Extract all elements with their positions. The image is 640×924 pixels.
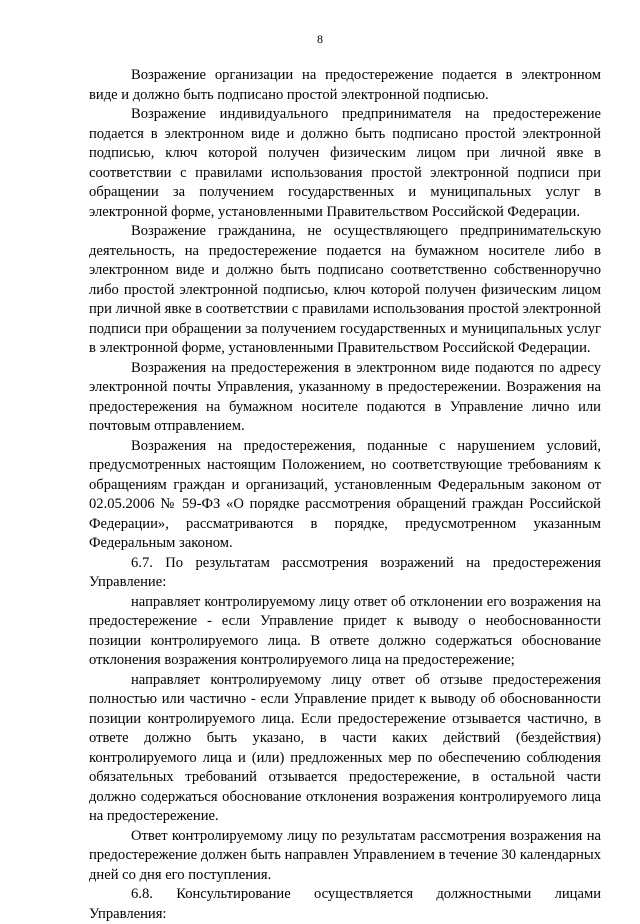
- paragraph-organization-objection: Возражение организации на предостережение подается в электронном виде и должно быть подписано простой электронной подписью.: [89, 67, 601, 103]
- paragraph-section-6-8: 6.8. Консультирование осуществляется должностными лицами Управления:: [89, 886, 601, 922]
- paragraph-entrepreneur-objection: Возражение индивидуального предпринимателя на предостережение подается в электронном виде и должно быть подписано простой электронной подписью, ключ которой получен физическим лицом при личной явке в соответствии с правилами использования простой электронной подписи при обращении за получением государственных и муниципальных услуг в электронной форме, установленными Правительством Российской Федерации.: [89, 106, 601, 220]
- paragraph-rejection-response: направляет контролируемому лицу ответ об отклонении его возражения на предостережение - если Управление придет к выводу о необоснованности позиции контролируемого лица. В ответе должно содержаться обоснование отклонения возражения контролируемого лица на предостережение;: [89, 593, 601, 668]
- paragraph-citizen-objection: Возражение гражданина, не осуществляющего предпринимательскую деятельность, на предостережение подается на бумажном носителе либо в электронном виде и должно быть подписано соответственно собственноручно либо простой электронной подписью, ключ которой получен физическим лицом при личной явке в соответствии с правилами использования простой электронной подписи при обращении за получением государственных и муниципальных услуг в электронной форме, установленными Правительством Российской Федерации.: [89, 223, 601, 356]
- paragraph-response-deadline: Ответ контролируемому лицу по результатам рассмотрения возражения на предостережение должен быть направлен Управлением в течение 30 календарных дней со дня его поступления.: [89, 827, 601, 883]
- page-number: 8: [317, 32, 323, 46]
- paragraph-violating-objections: Возражения на предостережения, поданные с нарушением условий, предусмотренных настоящим Положением, но соответствующие требованиям к обращениям граждан и организаций, установленным Федеральным законом от 02.05.2006 № 59-ФЗ «О порядке рассмотрения обращений граждан Российской Федерации», рассматриваются в порядке, предусмотренном указанным Федеральным законом.: [89, 437, 601, 551]
- document-body: [89, 66, 601, 924]
- paragraph-submission-channels: Возражения на предостережения в электронном виде подаются по адресу электронной почты Управления, указанному в предостережении. Возражения на предостережения на бумажном носителе подаются в Управление лично или почтовым отправлением.: [89, 359, 601, 434]
- paragraph-section-6-7: 6.7. По результатам рассмотрения возражений на предостережения Управление:: [89, 554, 601, 590]
- paragraph-withdrawal-response: направляет контролируемому лицу ответ об отзыве предостережения полностью или частично - если Управление придет к выводу об обоснованности позиции контролируемого лица. Если предостережение отзывается частично, в ответе должно быть указано, в части каких действий (бездействия) контролируемого лица и (или) предложенных мер по обеспечению соблюдения обязательных требований отзывается предостережение, в остальной части должно содержаться обоснование отклонения возражения контролируемого лица на предостережение.: [89, 671, 601, 824]
